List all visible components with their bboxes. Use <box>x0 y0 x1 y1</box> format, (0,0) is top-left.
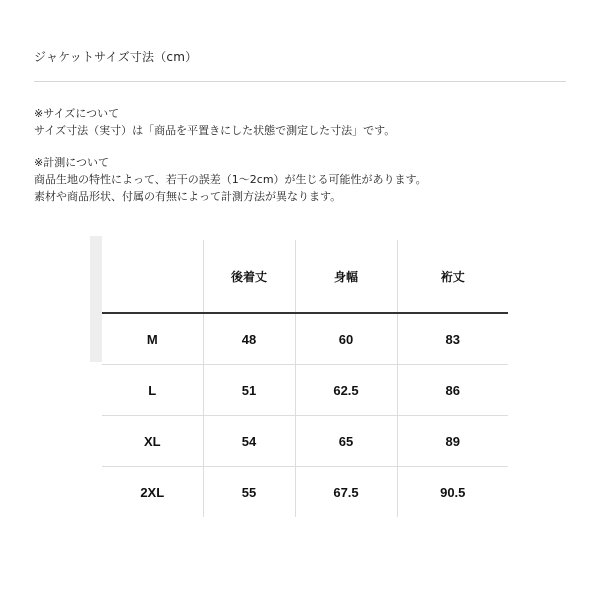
size-table <box>102 240 508 517</box>
header-body-width: 身幅 <box>295 240 397 313</box>
body-width-value: 60 <box>295 313 397 365</box>
body-width-value: 67.5 <box>295 467 397 518</box>
table-row <box>102 365 508 416</box>
size-label: L <box>102 365 203 416</box>
size-label: XL <box>102 416 203 467</box>
sleeve-length-value: 89 <box>397 416 508 467</box>
body-width-value: 65 <box>295 416 397 467</box>
table-side-accent <box>90 236 102 362</box>
measurement-notes <box>34 154 427 205</box>
measurement-notes-heading: ※計測について <box>34 156 109 169</box>
back-length-value: 55 <box>203 467 295 518</box>
size-notes-text: サイズ寸法（実寸）は「商品を平置きにした状態で測定した寸法」です。 <box>34 124 396 137</box>
body-width-value: 62.5 <box>295 365 397 416</box>
size-notes-heading: ※サイズについて <box>34 107 120 120</box>
header-back-length: 後着丈 <box>203 240 295 313</box>
table-row <box>102 416 508 467</box>
header-size-column <box>102 240 203 313</box>
header-sleeve-length: 裄丈 <box>397 240 508 313</box>
sleeve-length-value: 90.5 <box>397 467 508 518</box>
back-length-value: 48 <box>203 313 295 365</box>
size-table-container <box>90 236 510 518</box>
sleeve-length-value: 83 <box>397 313 508 365</box>
table-row <box>102 313 508 365</box>
table-header-row <box>102 240 508 313</box>
measurement-notes-text-2: 素材や商品形状、付属の有無によって計測方法が異なります。 <box>34 190 342 203</box>
measurement-notes-text-1: 商品生地の特性によって、若干の誤差（1〜2cm）が生じる可能性があります。 <box>34 173 427 186</box>
size-label: M <box>102 313 203 365</box>
title-divider <box>34 81 566 82</box>
sleeve-length-value: 86 <box>397 365 508 416</box>
table-row <box>102 467 508 518</box>
back-length-value: 54 <box>203 416 295 467</box>
size-label: 2XL <box>140 484 165 500</box>
page-title: ジャケットサイズ寸法（cm） <box>34 50 198 64</box>
back-length-value: 51 <box>203 365 295 416</box>
size-notes <box>34 105 395 139</box>
